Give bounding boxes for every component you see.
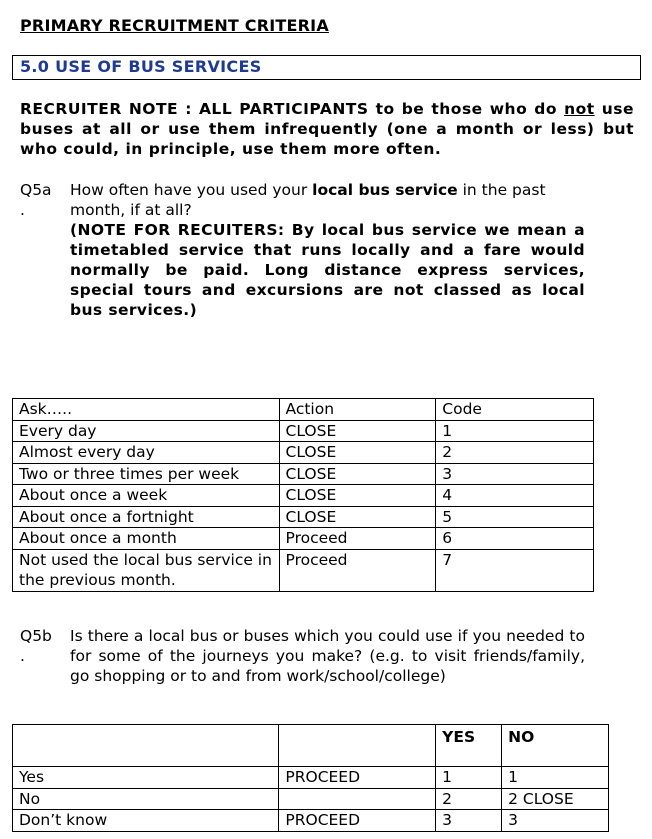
table-cell: Not used the local bus service in the previous month. [13,549,280,591]
table-cell: 2 CLOSE [502,788,609,810]
table-cell: About once a month [13,528,280,550]
table-row [13,767,609,789]
table-row [13,810,609,832]
table-header-cell: Code [436,399,594,421]
table-cell: 1 [436,767,502,789]
table-cell: 4 [436,485,594,507]
table-cell: 1 [502,767,609,789]
table-cell: PROCEED [279,810,436,832]
table-cell: 3 [436,463,594,485]
q5a-label: Q5a [20,181,52,199]
q5a-question [70,180,585,320]
table-cell: About once a week [13,485,280,507]
q5a-response-table [12,398,594,592]
table-header-cell [13,725,279,767]
recruiter-note [20,99,634,159]
table-cell: 3 [436,810,502,832]
table-cell: Two or three times per week [13,463,280,485]
table-header-cell: YES [436,725,502,767]
table-header-cell [279,725,436,767]
note-suffix: use buses at all or use them infrequently (one a month or less) but who could, in principle, use them more often. [20,100,634,158]
table-cell: Every day [13,420,280,442]
table-cell: 2 [436,442,594,464]
q5a-number [20,180,52,220]
q5a-text-after: in the past month, if at all? [70,181,546,219]
table-cell: 2 [436,788,502,810]
table-row [13,442,594,464]
table-row [13,485,594,507]
table-row [13,788,609,810]
q5b-label: Q5b [20,627,52,645]
table-cell: About once a fortnight [13,506,280,528]
table-cell: 3 [502,810,609,832]
table-cell: PROCEED [279,767,436,789]
table-header-cell: Ask….. [13,399,280,421]
section-title: 5.0 USE OF BUS SERVICES [20,57,262,76]
table-cell: CLOSE [279,420,436,442]
q5a-text [70,180,585,220]
table-row [13,549,594,591]
table-cell: Almost every day [13,442,280,464]
q5b-response-table [12,724,609,832]
table-cell: CLOSE [279,463,436,485]
table-header-cell: Action [279,399,436,421]
table-row [13,506,594,528]
table-cell: Proceed [279,549,436,591]
table-cell [279,788,436,810]
table-cell: 7 [436,549,594,591]
q5b-dot: . [20,647,25,665]
table-cell: CLOSE [279,485,436,507]
note-emphasis: not [564,100,595,118]
q5a-text-before: How often have you used your [70,181,313,199]
table-cell: CLOSE [279,442,436,464]
q5a-text-bold: local bus service [312,181,458,199]
note-prefix: RECRUITER NOTE : ALL PARTICIPANTS to be those who do [20,100,565,118]
table-cell: 6 [436,528,594,550]
table-row [13,420,594,442]
table-cell: Yes [13,767,279,789]
table-cell: 5 [436,506,594,528]
table-row [13,528,594,550]
q5b-question: Is there a local bus or buses which you could use if you needed to for some of the journeys you make? (e.g. to visit friends/family, go shopping or to and from work/school/college) [70,627,585,685]
table-cell: 1 [436,420,594,442]
table-cell: Proceed [279,528,436,550]
q5a-recruiter-note: (NOTE FOR RECUITERS: By local bus service we mean a timetabled service that runs locally and a fare would normally be paid. Long distance express services, special tours and excursions are not classed as local bus services.) [70,221,585,319]
table-header-row [13,725,609,767]
table-cell: CLOSE [279,506,436,528]
table-header-cell: NO [502,725,609,767]
page-title: PRIMARY RECRUITMENT CRITERIA [20,16,329,35]
q5b-number [20,626,52,666]
q5a-dot: . [20,201,25,219]
table-header-row [13,399,594,421]
table-row [13,463,594,485]
table-cell: Don’t know [13,810,279,832]
table-cell: No [13,788,279,810]
